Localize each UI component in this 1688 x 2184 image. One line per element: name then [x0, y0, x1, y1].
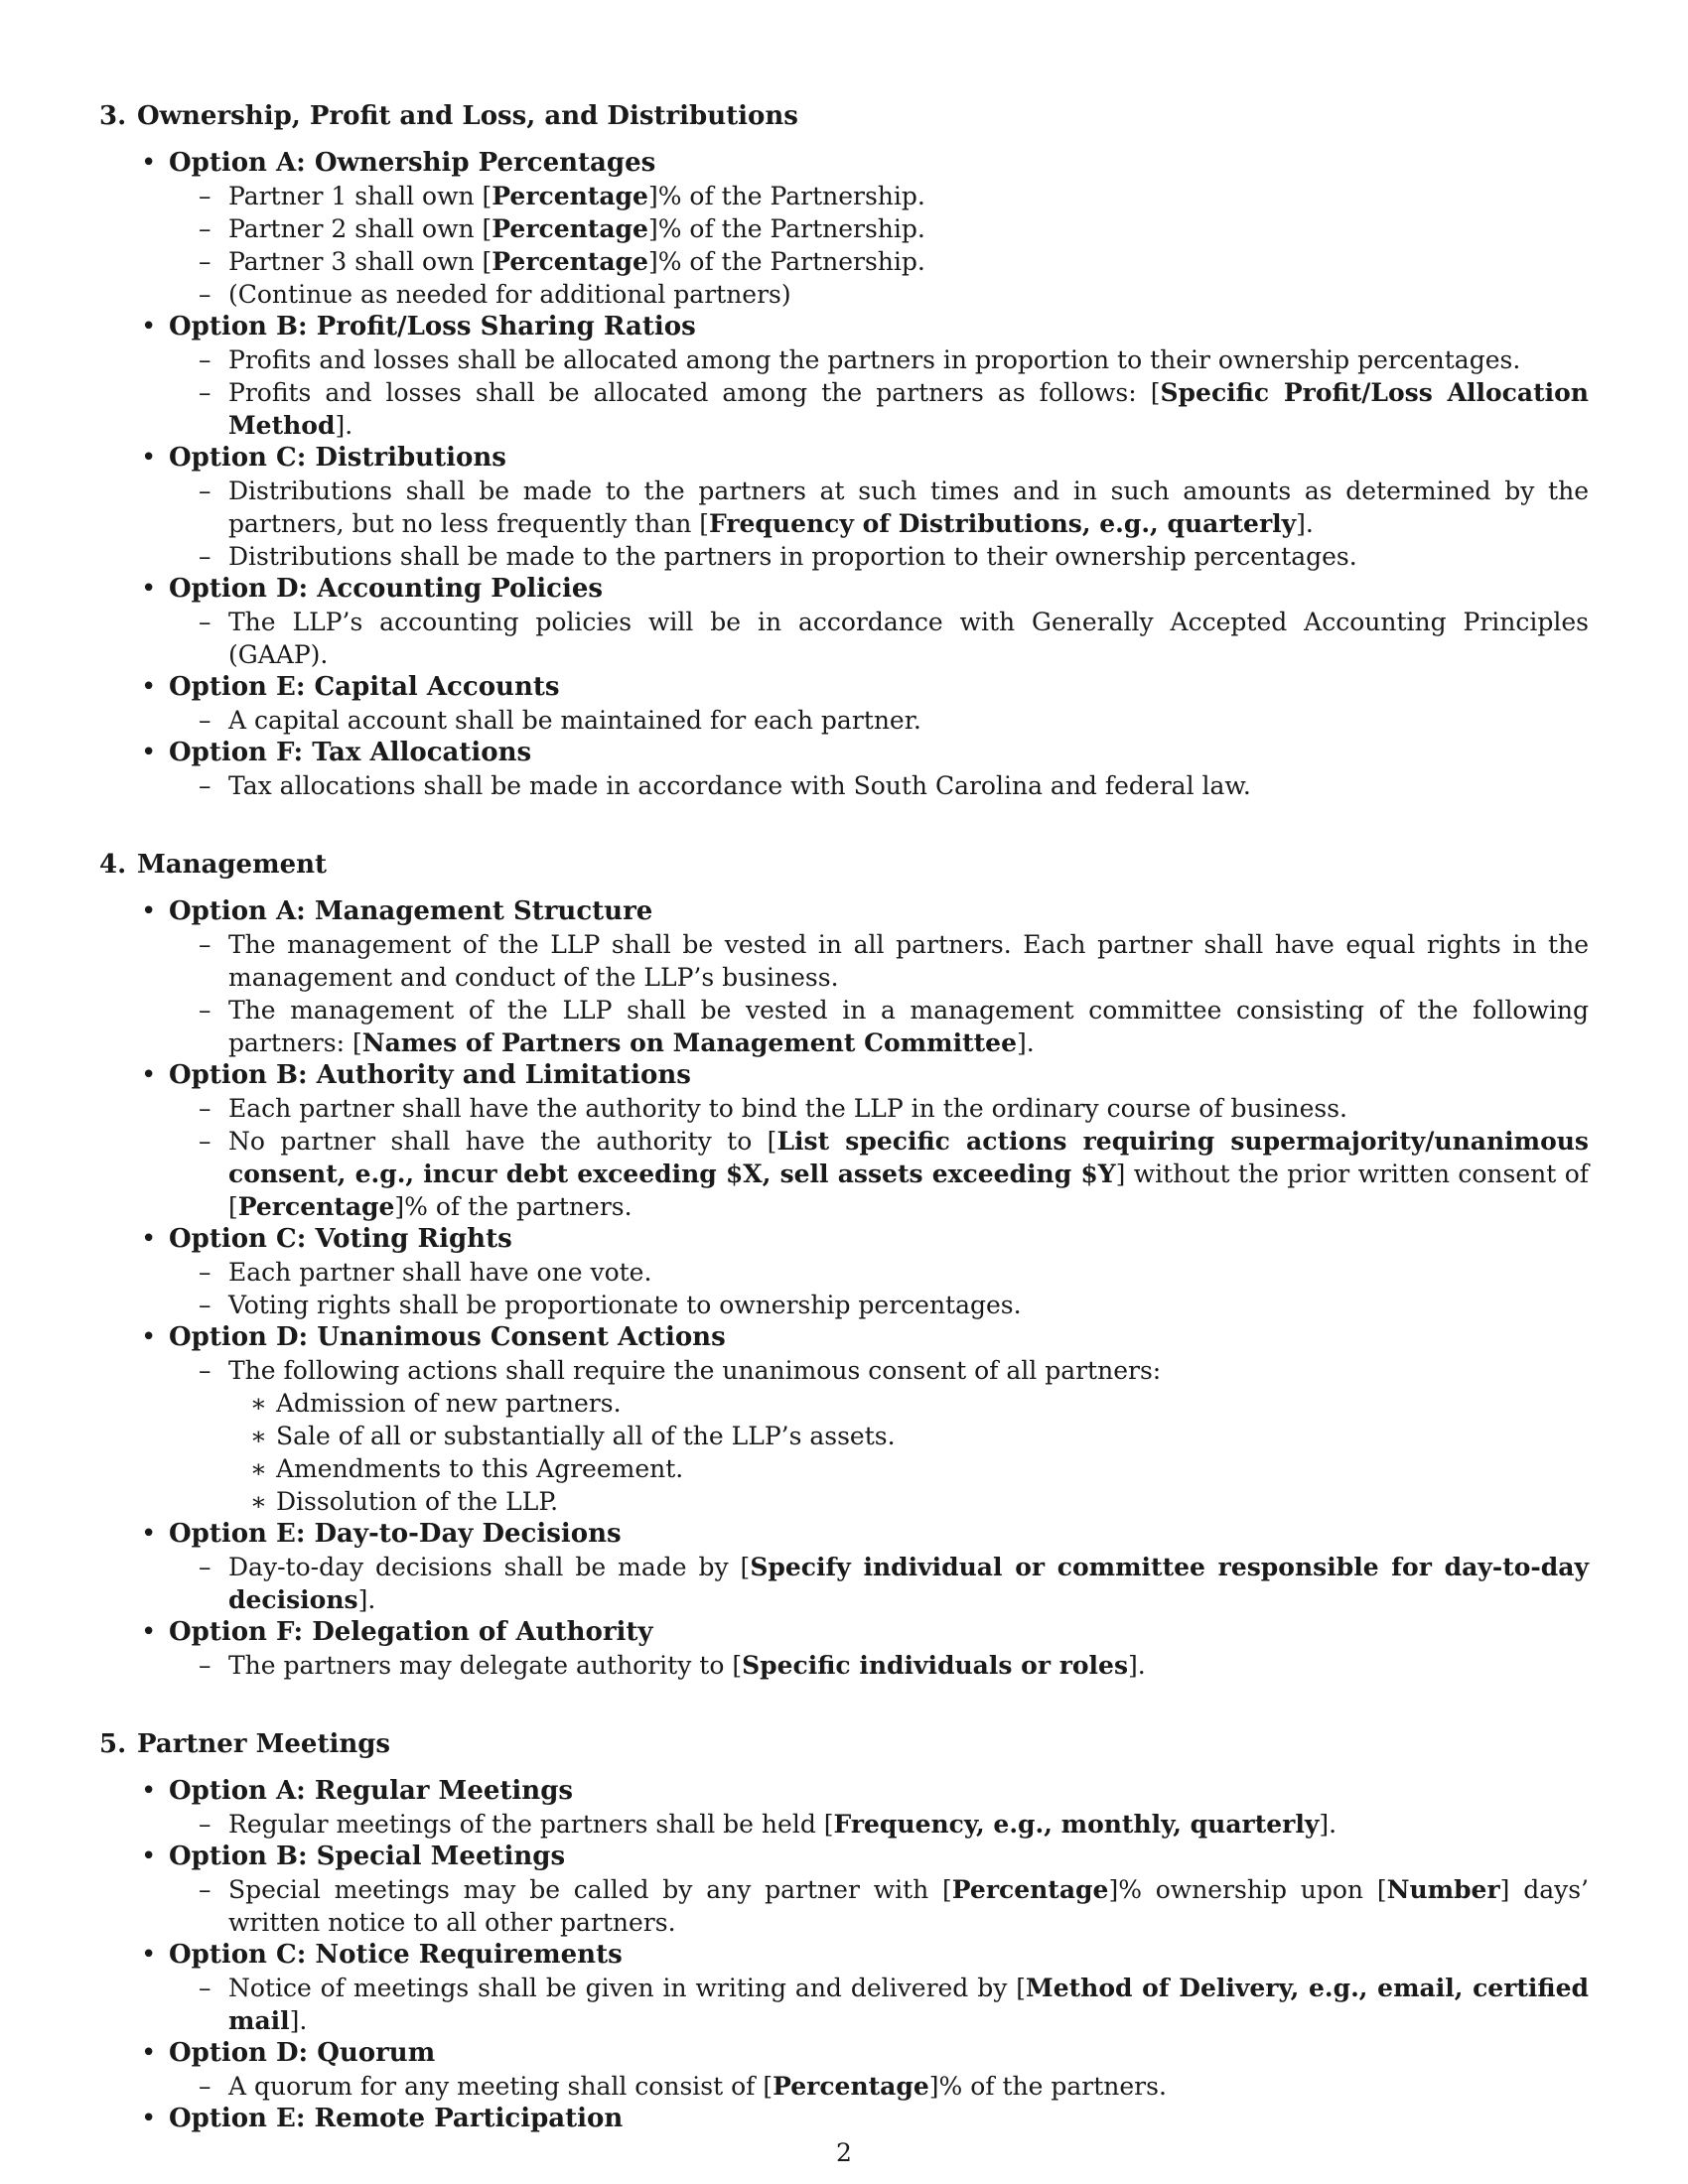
text-run: Tax allocations shall be made in accordance with South Carolina and federal law.	[228, 771, 1251, 800]
dash-icon: –	[199, 345, 211, 374]
text-run: (Continue as needed for additional partners)	[228, 280, 791, 309]
list-item	[199, 1551, 1589, 1616]
placeholder-field: List specific actions requiring supermajority/unanimous consent, e.g., incur debt exceeding $X, sell assets exceeding $Y	[228, 1127, 1589, 1188]
option-items	[141, 606, 1589, 671]
option	[141, 671, 1589, 737]
section-number: 4.	[99, 850, 127, 880]
section-title-text: Management	[137, 850, 328, 880]
bullet-icon: •	[141, 738, 157, 767]
option	[141, 311, 1589, 442]
text-run: Special meetings may be called by any partner with [	[228, 1875, 952, 1904]
item-text	[228, 540, 1589, 573]
bullet-icon: •	[141, 2038, 157, 2068]
bullet-icon: •	[141, 1060, 157, 1090]
list-item	[199, 376, 1589, 442]
text-run: Distributions shall be made to the partners at such times and in such amounts as determined by the partners, but no less frequently than [	[228, 477, 1589, 538]
section	[99, 99, 1589, 802]
document-page	[99, 99, 1589, 2181]
text-run: Partner 1 shall own [	[228, 182, 492, 210]
text-run: ].	[335, 411, 353, 440]
bullet-icon: •	[141, 1322, 157, 1352]
option-heading	[141, 1775, 1589, 1808]
option-items	[141, 1873, 1589, 1939]
option	[141, 2103, 1589, 2135]
item-text	[228, 1551, 1589, 1616]
option-heading	[141, 1518, 1589, 1551]
section-title	[99, 99, 1589, 133]
text-run: ]% of the Partnership.	[647, 247, 925, 276]
dash-icon: –	[199, 542, 211, 571]
item-text	[228, 278, 1589, 311]
sub-list-item	[250, 1387, 1589, 1420]
list-item	[199, 1649, 1589, 1682]
section-title-text: Partner Meetings	[137, 1729, 391, 1759]
option-items	[141, 1808, 1589, 1841]
option-items	[141, 704, 1589, 737]
dash-icon: –	[199, 247, 211, 276]
text-run: Partner 3 shall own [	[228, 247, 492, 276]
sub-item-text: Admission of new partners.	[276, 1389, 622, 1418]
sub-list-item	[250, 1420, 1589, 1452]
bullet-icon: •	[141, 148, 157, 178]
list-item	[199, 1873, 1589, 1939]
dash-icon: –	[199, 477, 211, 505]
dash-icon: –	[199, 1127, 211, 1156]
item-text	[228, 1289, 1589, 1321]
option-label: Option A: Ownership Percentages	[169, 148, 656, 178]
option-items	[141, 343, 1589, 442]
option-label: Option B: Profit/Loss Sharing Ratios	[169, 312, 696, 341]
option-label: Option A: Management Structure	[169, 896, 653, 926]
option-items	[141, 1551, 1589, 1616]
item-text	[228, 245, 1589, 278]
item-text	[228, 212, 1589, 245]
list-item	[199, 1125, 1589, 1223]
dash-icon: –	[199, 608, 211, 636]
option-items	[141, 1092, 1589, 1223]
option-label: Option B: Special Meetings	[169, 1842, 566, 1871]
option	[141, 1321, 1589, 1518]
placeholder-field: Names of Partners on Management Committee	[361, 1028, 1017, 1057]
list-item	[199, 704, 1589, 737]
option-heading	[141, 1841, 1589, 1873]
text-run: ]% ownership upon [	[1108, 1875, 1387, 1904]
text-run: The following actions shall require the unanimous consent of all partners:	[228, 1356, 1162, 1385]
text-run: ].	[1128, 1651, 1146, 1680]
option-label: Option C: Distributions	[169, 443, 506, 473]
placeholder-field: Percentage	[951, 1875, 1109, 1904]
item-text	[228, 994, 1589, 1059]
dash-icon: –	[199, 214, 211, 243]
option	[141, 1939, 1589, 2037]
option-heading	[141, 895, 1589, 928]
dash-icon: –	[199, 1974, 211, 2002]
text-run: A capital account shall be maintained for each partner.	[228, 706, 921, 735]
page-number: 2	[836, 2138, 852, 2167]
placeholder-field: Percentage	[492, 247, 648, 276]
text-run: ].	[289, 2006, 308, 2035]
text-run: The management of the LLP shall be vested in a management committee consisting of the following partners: [	[228, 996, 1589, 1057]
section-title	[99, 848, 1589, 882]
asterisk-icon: ∗	[250, 1422, 267, 1450]
section-title	[99, 1727, 1589, 1761]
item-text	[228, 1125, 1589, 1223]
item-text	[228, 928, 1589, 994]
sub-item-text: Dissolution of the LLP.	[276, 1487, 559, 1516]
placeholder-field: Percentage	[492, 182, 648, 210]
list-item	[199, 1354, 1589, 1387]
option-label: Option F: Tax Allocations	[169, 738, 532, 767]
sub-list	[199, 1387, 1589, 1518]
option	[141, 147, 1589, 311]
option-heading	[141, 1321, 1589, 1354]
section-number: 3.	[99, 101, 127, 131]
option-list	[99, 895, 1589, 1682]
option	[141, 1616, 1589, 1682]
text-run: Notice of meetings shall be given in writing and delivered by [	[228, 1974, 1027, 2002]
list-item	[199, 1092, 1589, 1125]
asterisk-icon: ∗	[250, 1487, 267, 1516]
item-text	[228, 1808, 1589, 1841]
placeholder-field: Frequency, e.g., monthly, quarterly	[833, 1810, 1320, 1839]
text-run: A quorum for any meeting shall consist of [	[228, 2072, 774, 2101]
text-run: Distributions shall be made to the partners in proportion to their ownership percentages.	[228, 542, 1357, 571]
dash-icon: –	[199, 280, 211, 309]
dash-icon: –	[199, 996, 211, 1024]
item-text	[228, 1972, 1589, 2037]
bullet-icon: •	[141, 896, 157, 926]
text-run: Day-to-day decisions shall be made by [	[228, 1553, 751, 1581]
text-run: ].	[1319, 1810, 1337, 1839]
asterisk-icon: ∗	[250, 1454, 267, 1483]
dash-icon: –	[199, 1291, 211, 1319]
list-item	[199, 769, 1589, 802]
option-label: Option E: Remote Participation	[169, 2104, 624, 2133]
placeholder-field: Frequency of Distributions, e.g., quarterly	[709, 509, 1297, 538]
option-heading	[141, 573, 1589, 606]
option-heading	[141, 2037, 1589, 2070]
dash-icon: –	[199, 1094, 211, 1123]
text-run: ].	[1016, 1028, 1035, 1057]
option	[141, 1059, 1589, 1223]
list-item	[199, 606, 1589, 671]
item-text	[228, 1256, 1589, 1289]
option-label: Option D: Accounting Policies	[169, 574, 604, 604]
option	[141, 573, 1589, 671]
sub-item-text: Sale of all or substantially all of the LLP’s assets.	[276, 1422, 896, 1450]
item-text	[228, 475, 1589, 540]
option-heading	[141, 1059, 1589, 1092]
option	[141, 895, 1589, 1059]
item-text	[228, 704, 1589, 737]
dash-icon: –	[199, 182, 211, 210]
list-item	[199, 1808, 1589, 1841]
option	[141, 1223, 1589, 1321]
text-run: ] days’ written notice to all other partners.	[228, 1875, 1589, 1937]
option-items	[141, 769, 1589, 802]
placeholder-field: Percentage	[237, 1192, 395, 1221]
bullet-icon: •	[141, 1224, 157, 1254]
option-heading	[141, 1616, 1589, 1649]
option-heading	[141, 147, 1589, 180]
dash-icon: –	[199, 930, 211, 959]
option	[141, 737, 1589, 802]
item-text	[228, 769, 1589, 802]
text-run: No partner shall have the authority to [	[228, 1127, 777, 1156]
option-list	[99, 147, 1589, 802]
option-label: Option B: Authority and Limitations	[169, 1060, 691, 1090]
list-item	[199, 475, 1589, 540]
text-run: ] without the prior written consent of [	[228, 1160, 1589, 1221]
section-title-text: Ownership, Profit and Loss, and Distributions	[137, 101, 798, 131]
list-item	[199, 212, 1589, 245]
item-text	[228, 1354, 1589, 1387]
bullet-icon: •	[141, 2104, 157, 2133]
option-label: Option E: Capital Accounts	[169, 672, 560, 702]
option-heading	[141, 1223, 1589, 1256]
placeholder-field: Percentage	[773, 2072, 929, 2101]
option	[141, 1841, 1589, 1939]
text-run: ]% of the partners.	[928, 2072, 1167, 2101]
text-run: Partner 2 shall own [	[228, 214, 492, 243]
dash-icon: –	[199, 1258, 211, 1287]
dash-icon: –	[199, 2072, 211, 2101]
item-text	[228, 2070, 1589, 2103]
option-label: Option E: Day-to-Day Decisions	[169, 1519, 622, 1549]
asterisk-icon: ∗	[250, 1389, 267, 1418]
list-item	[199, 1972, 1589, 2037]
item-text	[228, 343, 1589, 376]
list-item	[199, 2070, 1589, 2103]
list-item	[199, 343, 1589, 376]
list-item	[199, 540, 1589, 573]
option-items	[141, 1972, 1589, 2037]
option	[141, 2037, 1589, 2103]
text-run: Each partner shall have one vote.	[228, 1258, 652, 1287]
option	[141, 1775, 1589, 1841]
option-heading	[141, 1939, 1589, 1972]
text-run: The management of the LLP shall be vested in all partners. Each partner shall have equal rights in the management and conduct of the LLP’s business.	[228, 930, 1589, 992]
placeholder-field: Number	[1386, 1875, 1500, 1904]
item-text	[228, 1649, 1589, 1682]
text-run: ]% of the partners.	[394, 1192, 633, 1221]
text-run: Profits and losses shall be allocated among the partners in proportion to their ownership percentages.	[228, 345, 1521, 374]
dash-icon: –	[199, 706, 211, 735]
section	[99, 1727, 1589, 2135]
item-text	[228, 376, 1589, 442]
sub-list-item	[250, 1485, 1589, 1518]
list-item	[199, 278, 1589, 311]
item-text	[228, 1873, 1589, 1939]
dash-icon: –	[199, 378, 211, 407]
option-items	[141, 180, 1589, 311]
option-heading	[141, 671, 1589, 704]
text-run: Profits and losses shall be allocated among the partners as follows: [	[228, 378, 1161, 407]
option-items	[141, 928, 1589, 1059]
placeholder-field: Method of Delivery, e.g., email, certified mail	[228, 1974, 1589, 2035]
dash-icon: –	[199, 1356, 211, 1385]
text-run: Each partner shall have the authority to bind the LLP in the ordinary course of business.	[228, 1094, 1347, 1123]
option-label: Option C: Voting Rights	[169, 1224, 512, 1254]
text-run: Regular meetings of the partners shall be held [	[228, 1810, 834, 1839]
option-heading	[141, 442, 1589, 475]
section-number: 5.	[99, 1729, 127, 1759]
section	[99, 848, 1589, 1682]
option-items	[141, 1354, 1589, 1518]
item-text	[228, 1092, 1589, 1125]
option-heading	[141, 311, 1589, 343]
list-item	[199, 994, 1589, 1059]
list-item	[199, 928, 1589, 994]
dash-icon: –	[199, 1810, 211, 1839]
bullet-icon: •	[141, 672, 157, 702]
bullet-icon: •	[141, 443, 157, 473]
dash-icon: –	[199, 1651, 211, 1680]
option-items	[141, 1649, 1589, 1682]
placeholder-field: Percentage	[492, 214, 648, 243]
bullet-icon: •	[141, 574, 157, 604]
text-run: The LLP’s accounting policies will be in accordance with Generally Accepted Accounting Principles (GAAP).	[228, 608, 1589, 669]
placeholder-field: Specify individual or committee responsible for day-to-day decisions	[228, 1553, 1589, 1614]
sub-item-text: Amendments to this Agreement.	[276, 1454, 684, 1483]
list-item	[199, 180, 1589, 212]
list-item	[199, 1289, 1589, 1321]
option-label: Option D: Quorum	[169, 2038, 436, 2068]
option-heading	[141, 2103, 1589, 2135]
text-run: The partners may delegate authority to [	[228, 1651, 743, 1680]
placeholder-field: Specific Profit/Loss Allocation Method	[228, 378, 1589, 440]
dash-icon: –	[199, 1553, 211, 1581]
list-item	[199, 1256, 1589, 1289]
list-item	[199, 245, 1589, 278]
bullet-icon: •	[141, 312, 157, 341]
bullet-icon: •	[141, 1940, 157, 1970]
option	[141, 1518, 1589, 1616]
option-label: Option D: Unanimous Consent Actions	[169, 1322, 726, 1352]
dash-icon: –	[199, 1875, 211, 1904]
sub-list-item	[250, 1452, 1589, 1485]
option-label: Option C: Notice Requirements	[169, 1940, 623, 1970]
bullet-icon: •	[141, 1842, 157, 1871]
option-label: Option A: Regular Meetings	[169, 1776, 574, 1806]
text-run: ]% of the Partnership.	[647, 214, 925, 243]
item-text	[228, 606, 1589, 671]
option-items	[141, 1256, 1589, 1321]
placeholder-field: Specific individuals or roles	[742, 1651, 1129, 1680]
option-heading	[141, 737, 1589, 769]
option-list	[99, 1775, 1589, 2135]
bullet-icon: •	[141, 1776, 157, 1806]
option	[141, 442, 1589, 573]
text-run: ]% of the Partnership.	[647, 182, 925, 210]
item-text	[228, 180, 1589, 212]
option-label: Option F: Delegation of Authority	[169, 1617, 653, 1647]
bullet-icon: •	[141, 1519, 157, 1549]
text-run: Voting rights shall be proportionate to ownership percentages.	[228, 1291, 1022, 1319]
option-items	[141, 475, 1589, 573]
option-items	[141, 2070, 1589, 2103]
text-run: ].	[357, 1585, 376, 1614]
dash-icon: –	[199, 771, 211, 800]
bullet-icon: •	[141, 1617, 157, 1647]
text-run: ].	[1296, 509, 1314, 538]
